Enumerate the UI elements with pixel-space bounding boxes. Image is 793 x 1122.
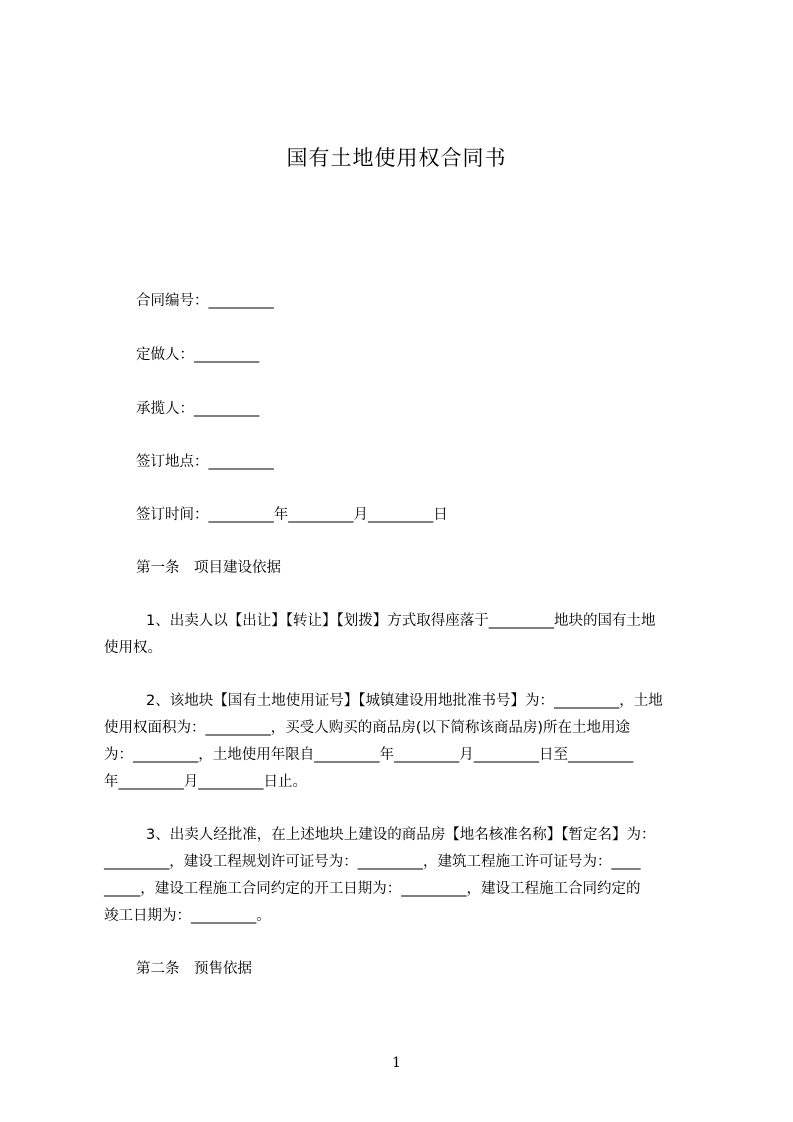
article-1-para-2-line-3: 为：_________，土地使用年限自_________年_________月_________日至_________: [104, 747, 634, 763]
ordering-party-field: 定做人：_________: [136, 347, 260, 363]
signing-place-field: 签订地点：_________: [136, 454, 274, 470]
article-1-para-3-line-2: _________，建设工程规划许可证号为：_________，建筑工程施工许可证号为：____: [104, 854, 641, 870]
article-1-para-2-line-2: 使用权面积为：_________，买受人购买的商品房(以下简称该商品房)所在土地用途: [104, 720, 631, 736]
contract-number-field: 合同编号：_________: [136, 293, 274, 309]
article-1-para-2-line-4: 年_________月_________日止。: [104, 774, 307, 790]
article-1-para-3-line-4: 竣工日期为：_________。: [104, 908, 271, 924]
article-1-para-1-line-1: 1、出卖人以【出让】【转让】【划拨】方式取得座落于_________地块的国有土地: [146, 613, 656, 629]
document-title: 国有土地使用权合同书: [286, 146, 507, 170]
page-number: 1: [392, 1055, 401, 1071]
article-1-para-3-line-3: _____，建设工程施工合同约定的开工日期为：_________，建设工程施工合同约定的: [104, 881, 641, 897]
signing-time-field: 签订时间：_________年_________月_________日: [136, 507, 448, 523]
article-1-heading: 第一条 项目建设依据: [136, 560, 281, 576]
article-2-heading: 第二条 预售依据: [136, 961, 252, 977]
article-1-para-2-line-1: 2、该地块【国有土地使用证号】【城镇建设用地批准书号】为：_________，土地: [146, 693, 663, 709]
contractor-field: 承揽人：_________: [136, 401, 260, 417]
article-1-para-1-line-2: 使用权。: [104, 640, 162, 656]
article-1-para-3-line-1: 3、出卖人经批准，在上述地块上建设的商品房【地名核准名称】【暂定名】为：: [146, 827, 656, 843]
